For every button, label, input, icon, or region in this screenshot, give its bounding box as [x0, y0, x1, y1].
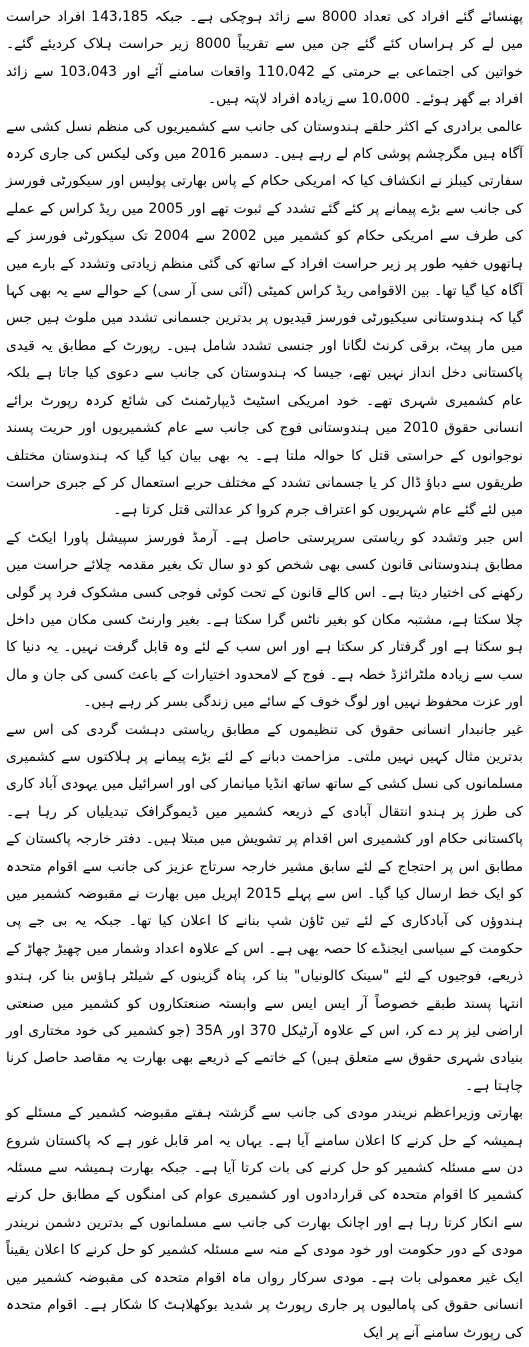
article-column [6, 4, 523, 1347]
article-paragraph: پھنسائے گئے افراد کی تعداد 8000 سے زائد ہوچکی ہے۔ جبکہ 143،185 افراد حراست میں لے کر ہراساں کئے گئے جن میں سے تقریباً 8000 زیر حراست ہلاک کردیئے گئے۔ خواتین کی اجتماعی بے حرمتی کے 110،042 واقعات سامنے آئے اور 103،043 سے زائد افراد بے گھر ہوئے۔ 10،000 سے زیادہ افراد لاپتہ ہیں۔ [6, 9, 524, 108]
article-paragraph: بھارتی وزیراعظم نریندر مودی کی جانب سے گزشتہ ہفتے مقبوضہ کشمیر کے مسئلے کو ہمیشہ کے حل کرنے کا اعلان سامنے آیا ہے۔ یہاں یہ امر قابل غور ہے کہ پاکستان شروع دن سے مسئلہ کشمیر کو حل کرنے کی بات کرتا آیا ہے۔ جبکہ بھارت ہمیشہ سے مسئلہ کشمیر کا اقوام متحدہ کی قراردادوں اور کشمیری عوام کی امنگوں کے مطابق حل کرنے سے انکار کرتا رہا ہے اور اچانک بھارت کی جانب سے مسلمانوں کے بدترین دشمن نریندر مودی کے دور حکومت اور خود مودی کے منہ سے مسئلہ کشمیر کو حل کرنے کا اعلان یقیناً ایک غیر معمولی بات ہے۔ مودی سرکار رواں ماہ اقوام متحدہ کی مقبوضہ کشمیر میں انسانی حقوق کی پامالیوں پر جاری رپورٹ پر شدید بوکھلاہٹ کا شکار ہے۔ اقوام متحدہ کی رپورٹ سامنے آنے پر ایک [6, 1105, 523, 1341]
article-paragraph: غیر جانبدار انسانی حقوق کی تنظیموں کے مطابق ریاستی دہشت گردی کی اس سے بدترین مثال کہیں نہیں ملتی۔ مزاحمت دبانے کے لئے بڑے پیمانے پر ہلاکتوں سے کشمیری مسلمانوں کی نسل کشی کے ساتھ ساتھ انڈیا میانمار کی اور اسرائیل میں یہودی آباد کاری کی طرز پر ہندو انتقال آبادی کے ذریعہ کشمیر میں ڈیموگرافک تبدیلیاں کر رہا ہے۔ پاکستانی حکام اور کشمیری اس اقدام پر تشویش میں مبتلا ہیں۔ دفتر خارجہ پاکستان کے مطابق اس پر احتجاج کے لئے سابق مشیر خارجہ سرتاج عزیز کی جانب سے اقوام متحدہ کو ایک خط ارسال کیا گیا۔ اس سے پہلے 2015 اپریل میں بھارت نے مقبوضہ کشمیر میں ہندوؤں کی آبادکاری کے لئے تین ٹاؤن شپ بنانے کا اعلان کیا تھا۔ جبکہ یہ بی جے پی حکومت کے سیاسی ایجنڈے کا حصہ بھی ہے۔ اس کے علاوہ اعداد وشمار میں چھیڑ چھاڑ کے ذریعے، فوجیوں کے لئے "سینک کالونیاں" بنا کر، پناہ گزینوں کے شیلٹر ہاؤس بنا کر، ہندو انتہا پسند طبقے خصوصاً آر ایس ایس سے وابستہ صنعتکاروں کو کشمیر میں صنعتی اراضی لیز پر دے کر، اس کے علاوہ آرٹیکل 370 اور 35A (جو کشمیر کی خود مختاری اور بنیادی شہری حقوق سے متعلق ہیں) کے خاتمے کے ذریعے بھی بھارت یہ مقاصد حاصل کرنا چاہتا ہے۔ [6, 721, 524, 1094]
article-paragraph: عالمی برادری کے اکثر حلقے ہندوستان کی جانب سے کشمیریوں کی منظم نسل کشی سے آگاہ ہیں مگرچشم پوشی کام لے رہے ہیں۔ دسمبر 2016 میں وکی لیکس کی جاری کردہ سفارتی کیبلز نے انکشاف کیا کہ امریکی حکام کے پاس بھارتی پولیس اور سیکورٹی فورسز کی جانب سے بڑے پیمانے پر کئے گئے تشدد کے ثبوت تھے اور 2005 میں ریڈ کراس کے عملے کی طرف سے امریکی حکام کو کشمیر میں 2002 سے 2004 تک سیکورٹی فورسز کے ہاتھوں خفیہ طور پر زیر حراست افراد کے ساتھ کی گئی منظم زیادتی وتشدد کے بارے میں آگاہ کیا گیا تھا۔ بین الاقوامی ریڈ کراس کمیٹی (آئی سی آر سی) کے حوالے سے یہ بھی کہا گیا کہ ہندوستانی سیکیورٹی فورسز قیدیوں پر بدترین جسمانی تشدد میں ملوث ہیں جس میں مار پیٹ، برقی کرنٹ لگانا اور جنسی تشدد شامل ہیں۔ رپورٹ کے مطابق یہ قیدی پاکستانی دخل انداز نہیں تھے، جیسا کہ ہندوستان کی جانب سے دعوی کیا جاتا ہے بلکہ عام کشمیری شہری تھے۔ خود امریکی اسٹیٹ ڈیپارٹمنٹ کی شائع کردہ رپورٹ برائے انسانی حقوق 2010 میں ہندوستانی فوج کی جانب سے عام کشمیریوں اور حریت پسند نوجوانوں کے حراستی قتل کا حوالہ ملتا ہے۔ یہ بھی بیان کیا گیا کہ ہندوستان مختلف طریقوں سے دباؤ ڈال کر یا جسمانی تشدد کے مختلف حربے استعمال کر کے جبری حراست میں لئے گئے عام شہریوں کو اعتراف جرم کروا کر عدالتی قتل کرتا ہے۔ [6, 118, 523, 519]
article-paragraph: اس جبر وتشدد کو ریاستی سرپرستی حاصل ہے۔ آرمڈ فورسز سپیشل پاورا ایکٹ کے مطابق ہندوستانی قانون کسی بھی شخص کو دو سال تک بغیر مقدمہ چلائے حراست میں رکھنے کی اختیار دیتا ہے۔ اس کالے قانون کے تحت کوئی فوجی کسی مشکوک فرد پر گولی چلا سکتا ہے، مشتبہ مکان کو بغیر ناٹس گرا سکتا ہے۔ بغیر وارنٹ کسی مکان میں داخل ہو سکتا ہے اور گرفتار کر سکتا ہے اور اس سب کے لئے وہ قابل گرفت نہیں۔ یہ دنیا کا سب سے زیادہ ملٹرائزڈ خطہ ہے۔ فوج کے لامحدود اختیارات کے باعث کسی کی جان و مال اور عزت محفوظ نہیں اور لوگ خوف کے سائے میں زندگی بسر کر رہے ہیں۔ [6, 529, 523, 711]
